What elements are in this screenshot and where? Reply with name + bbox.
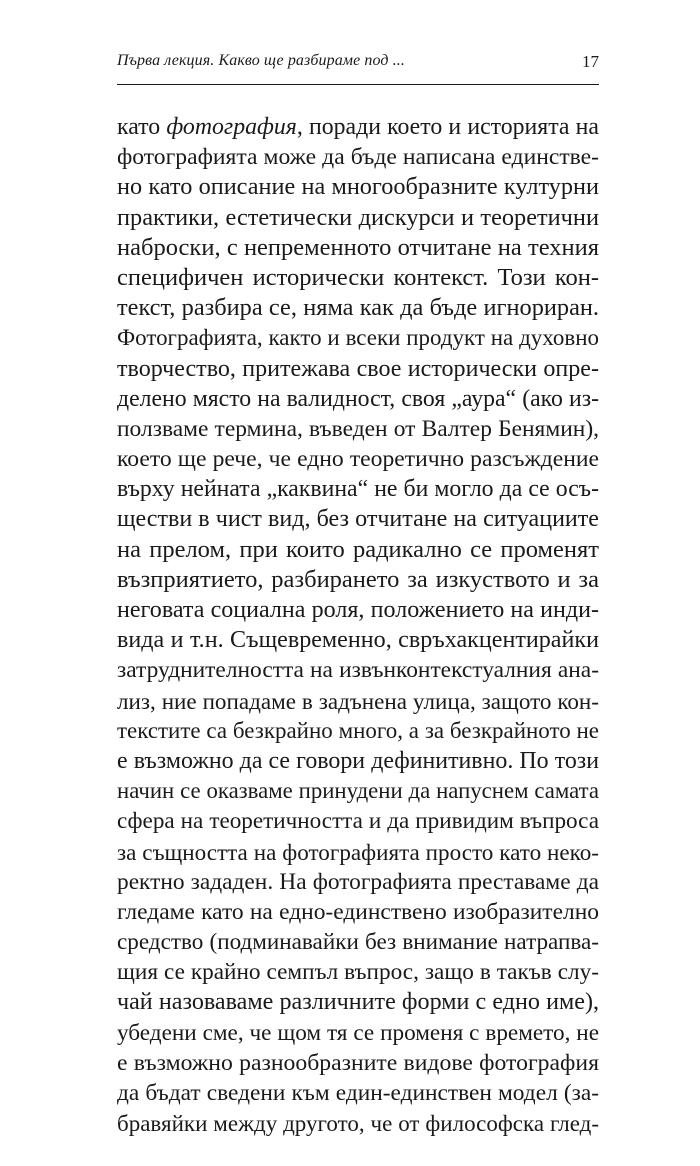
text-line: за същността на фотографията просто като неко-	[117, 838, 599, 865]
text-line: средство (подминавайки без внимание натрапва-	[117, 929, 599, 956]
text-line: щия се крайно семпъл въпрос, защо в такъв слу-	[117, 959, 599, 986]
text-line: да бъдат сведени към един-единствен модел (за-	[117, 1080, 599, 1106]
header-rule	[117, 84, 599, 85]
text-line: но като описание на многообразните културни	[117, 173, 599, 201]
text-line: чай назоваваме различните форми с едно име),	[117, 989, 599, 1016]
line-prefix: като	[117, 114, 167, 140]
emphasized-word: фотография	[166, 114, 297, 140]
text-line: ществи в чист вид, без отчитане на ситуациите	[117, 506, 599, 533]
text-line: ректно зададен. На фотографията преставаме да	[117, 868, 599, 895]
text-line: лиз, ние попадаме в задънена улица, защото кон-	[117, 687, 599, 714]
text-line: затруднителността на извънконтекстуалния ана-	[117, 657, 599, 684]
body-text	[117, 112, 599, 1138]
text-line: което ще рече, че едно теоретично разсъждение	[117, 446, 599, 473]
text-line: наброски, с непременното отчитане на техния	[117, 233, 599, 261]
running-header	[117, 50, 599, 80]
text-line: на прелом, при които радикално се променят	[117, 535, 599, 563]
text-line: творчество, притежава свое исторически опре-	[117, 355, 599, 382]
text-line: убедени сме, че щом тя се променя с времето, не	[117, 1019, 599, 1046]
page-number: 17	[582, 52, 599, 71]
text-line: текст, разбира се, няма как да бъде игнориран.	[117, 294, 599, 322]
text-line: текстите са безкрайно много, а за безкрайното не	[117, 717, 599, 743]
text-line: практики, естетически дискурси и теоретични	[117, 203, 599, 231]
text-line: фотографията може да бъде написана единстве-	[117, 144, 599, 171]
text-line: бравяйки между другото, че от философска глед-	[117, 1110, 599, 1137]
text-line: върху нейната „каквина“ не би могло да се осъ-	[117, 476, 599, 503]
text-line: вида и т.н. Същевременно, свръхакцентирайки	[117, 627, 599, 654]
text-line: е възможно да се говори дефинитивно. По този	[117, 747, 599, 774]
text-line: Фотографията, както и всеки продукт на духовно	[117, 325, 599, 351]
running-title: Първа лекция. Какво ще разбираме под ...	[117, 52, 405, 69]
text-line: ползваме термина, въведен от Валтер Бенямин),	[117, 415, 599, 442]
text-line: специфичен исторически контекст. Този кон-	[117, 263, 599, 291]
text-line: е възможно разнообразните видове фотография	[117, 1049, 599, 1076]
text-line	[117, 112, 599, 142]
text-line: делено място на валидност, своя „аура“ (ако из-	[117, 385, 599, 412]
text-line: неговата социална роля, положението на инди-	[117, 597, 599, 623]
text-line: гледаме като на едно-единствено изобразително	[117, 898, 599, 925]
text-line: възприятието, разбирането за изкуството и за	[117, 565, 599, 593]
line-suffix: , поради което и историята на	[296, 114, 599, 140]
text-line: начин се оказваме принудени да напуснем самата	[117, 778, 599, 804]
text-line: сфера на теоретичността и да привидим въпроса	[117, 808, 599, 835]
